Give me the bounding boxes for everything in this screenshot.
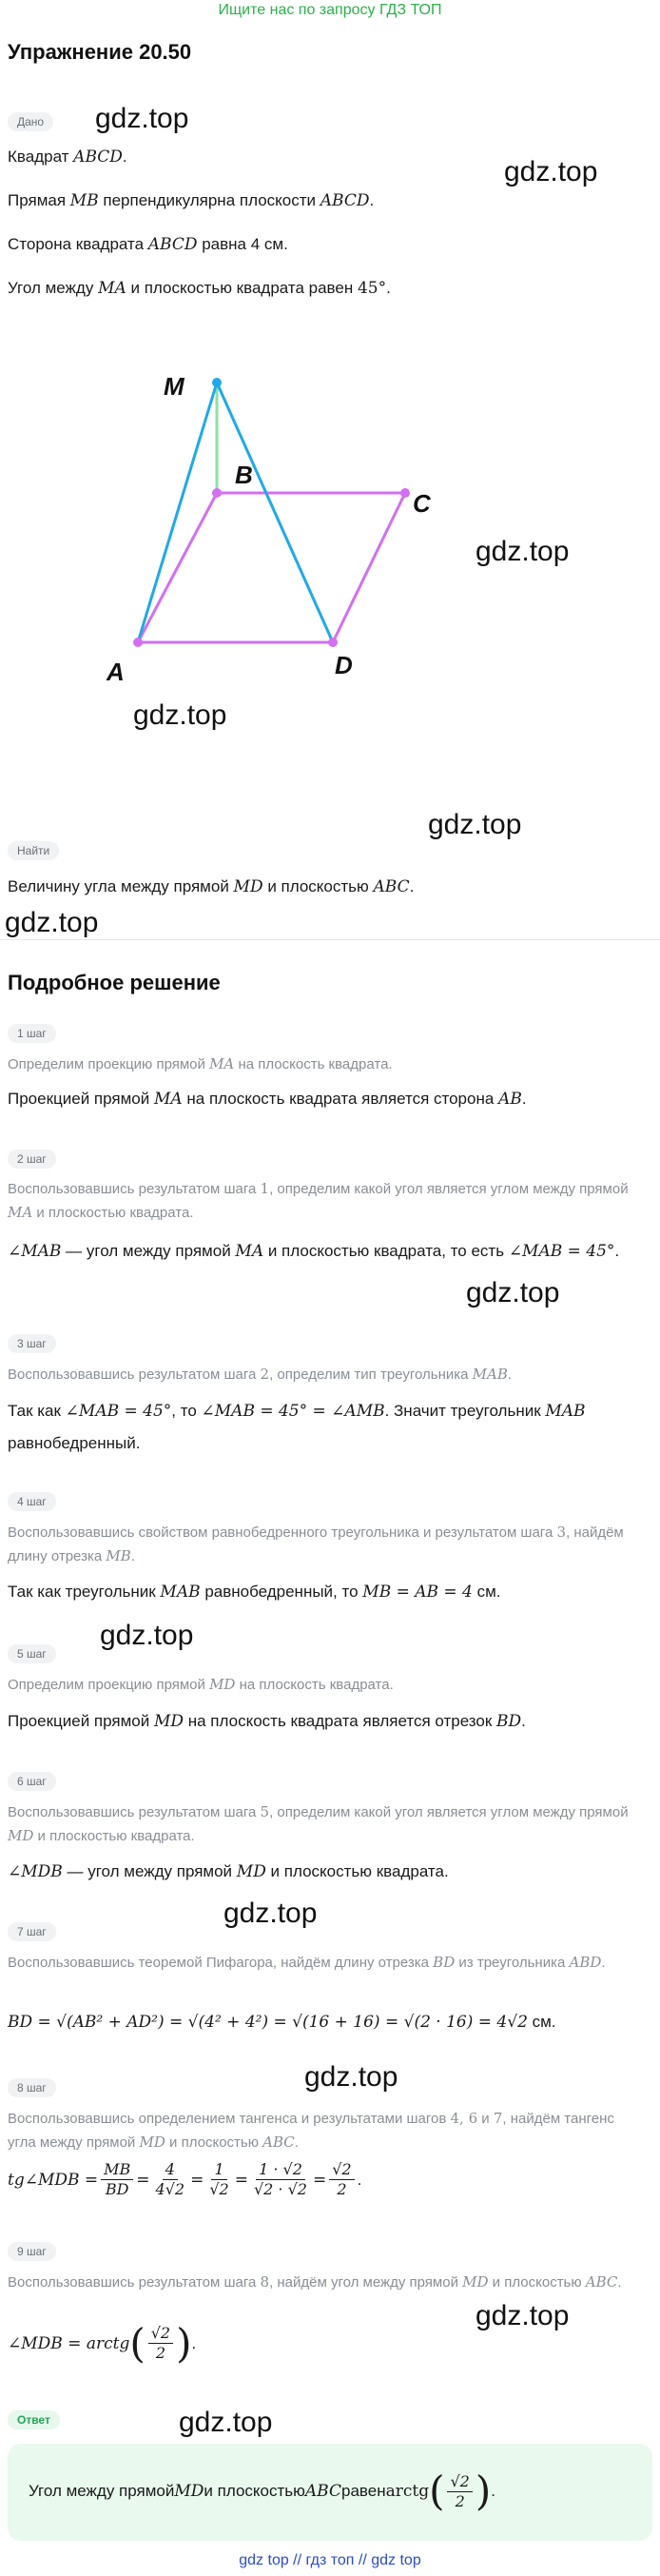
find-text: Величину угла между прямой MD и плоскостью ABC. (8, 877, 415, 896)
watermark: gdz.top (95, 103, 189, 134)
step-chip: 7 шаг (8, 1922, 56, 1941)
step-text: Так как ∠MAB = 45°, то ∠MAB = 45° = ∠AMB. Значит треугольник MAB равнобедренный. (8, 1402, 586, 1452)
step-note: Воспользовавшись результатом шага 2, определим тип треугольника MAB. (8, 1366, 513, 1383)
step-chip: 3 шаг (8, 1334, 56, 1353)
find-chip: Найти (8, 841, 59, 860)
label-b: B (235, 461, 253, 489)
top-search-link[interactable]: Ищите нас по запросу ГДЗ ТОП (218, 2, 442, 18)
footer-links[interactable]: gdz top // гдз топ // gdz top (239, 2552, 421, 2568)
point-d (328, 638, 338, 647)
segment-md (217, 383, 333, 642)
step-note: Воспользовавшись свойством равнобедренного треугольника и результатом шага 3, найдём длину отрезка MB. (8, 1524, 624, 1564)
page-title: Упражнение 20.50 (8, 40, 192, 64)
step-text: Проекцией прямой MA на плоскость квадрата является сторона AB. (8, 1090, 527, 1109)
given-line: Прямая MB перпендикулярна плоскости ABCD. (8, 191, 375, 210)
point-b (212, 488, 222, 498)
step-note: Воспользовавшись результатом шага 8, найдём угол между прямой MD и плоскостью ABC. (8, 2273, 622, 2291)
watermark: gdz.top (466, 1277, 560, 1308)
watermark: gdz.top (476, 536, 570, 567)
step-note: Воспользовавшись результатом шага 5, определим какой угол является углом между прямой MD и плоскостью квадрата. (8, 1803, 629, 1844)
label-c: C (413, 489, 431, 518)
given-chip: Дано (8, 112, 53, 131)
square-abcd (138, 493, 405, 642)
step-formula: BD = √(AB² + AD²) = √(4² + 4²) = √(16 + 16) = √(2 · 16) = 4√2 см. (8, 2013, 556, 2032)
label-m: M (164, 372, 184, 401)
step-chip: 6 шаг (8, 1772, 56, 1791)
step-chip: 8 шаг (8, 2078, 56, 2097)
watermark: gdz.top (504, 156, 598, 187)
step-formula: ∠MDB = arctg ( $\frac{√2}{2}$ ) . (8, 2319, 197, 2367)
point-a (133, 638, 143, 647)
watermark: gdz.top (100, 1620, 194, 1651)
given-line: Угол между MA и плоскостью квадрата равен 45°. (8, 279, 391, 298)
watermark: gdz.top (304, 2061, 398, 2093)
pyramid-figure (95, 352, 476, 695)
watermark: gdz.top (5, 907, 99, 938)
step-note: Воспользовавшись определением тангенса и результатами шагов 4, 6 и 7, найдём тангенс угла между прямой MD и плоскостью ABC. (8, 2110, 614, 2151)
watermark: gdz.top (223, 1898, 318, 1929)
point-m (212, 378, 222, 387)
solution-heading: Подробное решение (8, 971, 221, 994)
step-chip: 9 шаг (8, 2242, 56, 2261)
step-chip: 2 шаг (8, 1150, 56, 1169)
answer-text: Угол между прямой MD и плоскостью ABC равен arctg ( $\frac{√2}{2}$ ) . (29, 2468, 495, 2514)
step-chip: 5 шаг (8, 1644, 56, 1663)
step-text: ∠MDB — угол между прямой MD и плоскостью квадрата. (8, 1862, 449, 1881)
step-formula: tg∠MDB = $\frac{MB}{BD}$ = $\frac{4}{4√2}$ = $\frac{1}{√2}$ = $\frac{1 \cdot √2}{√2 \cdot √2}$ = $\frac{√2}{2}$ . (8, 2160, 362, 2198)
step-note: Определим проекцию прямой MA на плоскость квадрата. (8, 1055, 393, 1072)
divider (0, 939, 660, 940)
step-text: Проекцией прямой MD на плоскость квадрата является отрезок BD. (8, 1712, 526, 1731)
step-text: ∠MAB — угол между прямой MA и плоскостью квадрата, то есть ∠MAB = 45°. (8, 1242, 620, 1261)
watermark: gdz.top (428, 809, 522, 840)
step-chip: 1 шаг (8, 1024, 56, 1043)
step-note: Определим проекцию прямой MD на плоскость квадрата. (8, 1676, 394, 1693)
point-c (400, 488, 410, 498)
given-line: Сторона квадрата ABCD равна 4 см. (8, 235, 288, 254)
label-d: D (335, 651, 353, 679)
step-note: Воспользовавшись результатом шага 1, определим какой угол является углом между прямой MA и плоскостью квадрата. (8, 1180, 629, 1221)
given-line: Квадрат ABCD. (8, 147, 127, 167)
watermark: gdz.top (476, 2300, 570, 2331)
step-text: Так как треугольник MAB равнобедренный, то MB = AB = 4 см. (8, 1583, 501, 1602)
step-note: Воспользовавшись теоремой Пифагора, найдём длину отрезка BD из треугольника ABD. (8, 1954, 606, 1971)
answer-chip: Ответ (8, 2410, 60, 2429)
step-chip: 4 шаг (8, 1492, 56, 1511)
watermark: gdz.top (179, 2407, 273, 2438)
watermark: gdz.top (133, 699, 227, 731)
label-a: A (107, 658, 125, 686)
